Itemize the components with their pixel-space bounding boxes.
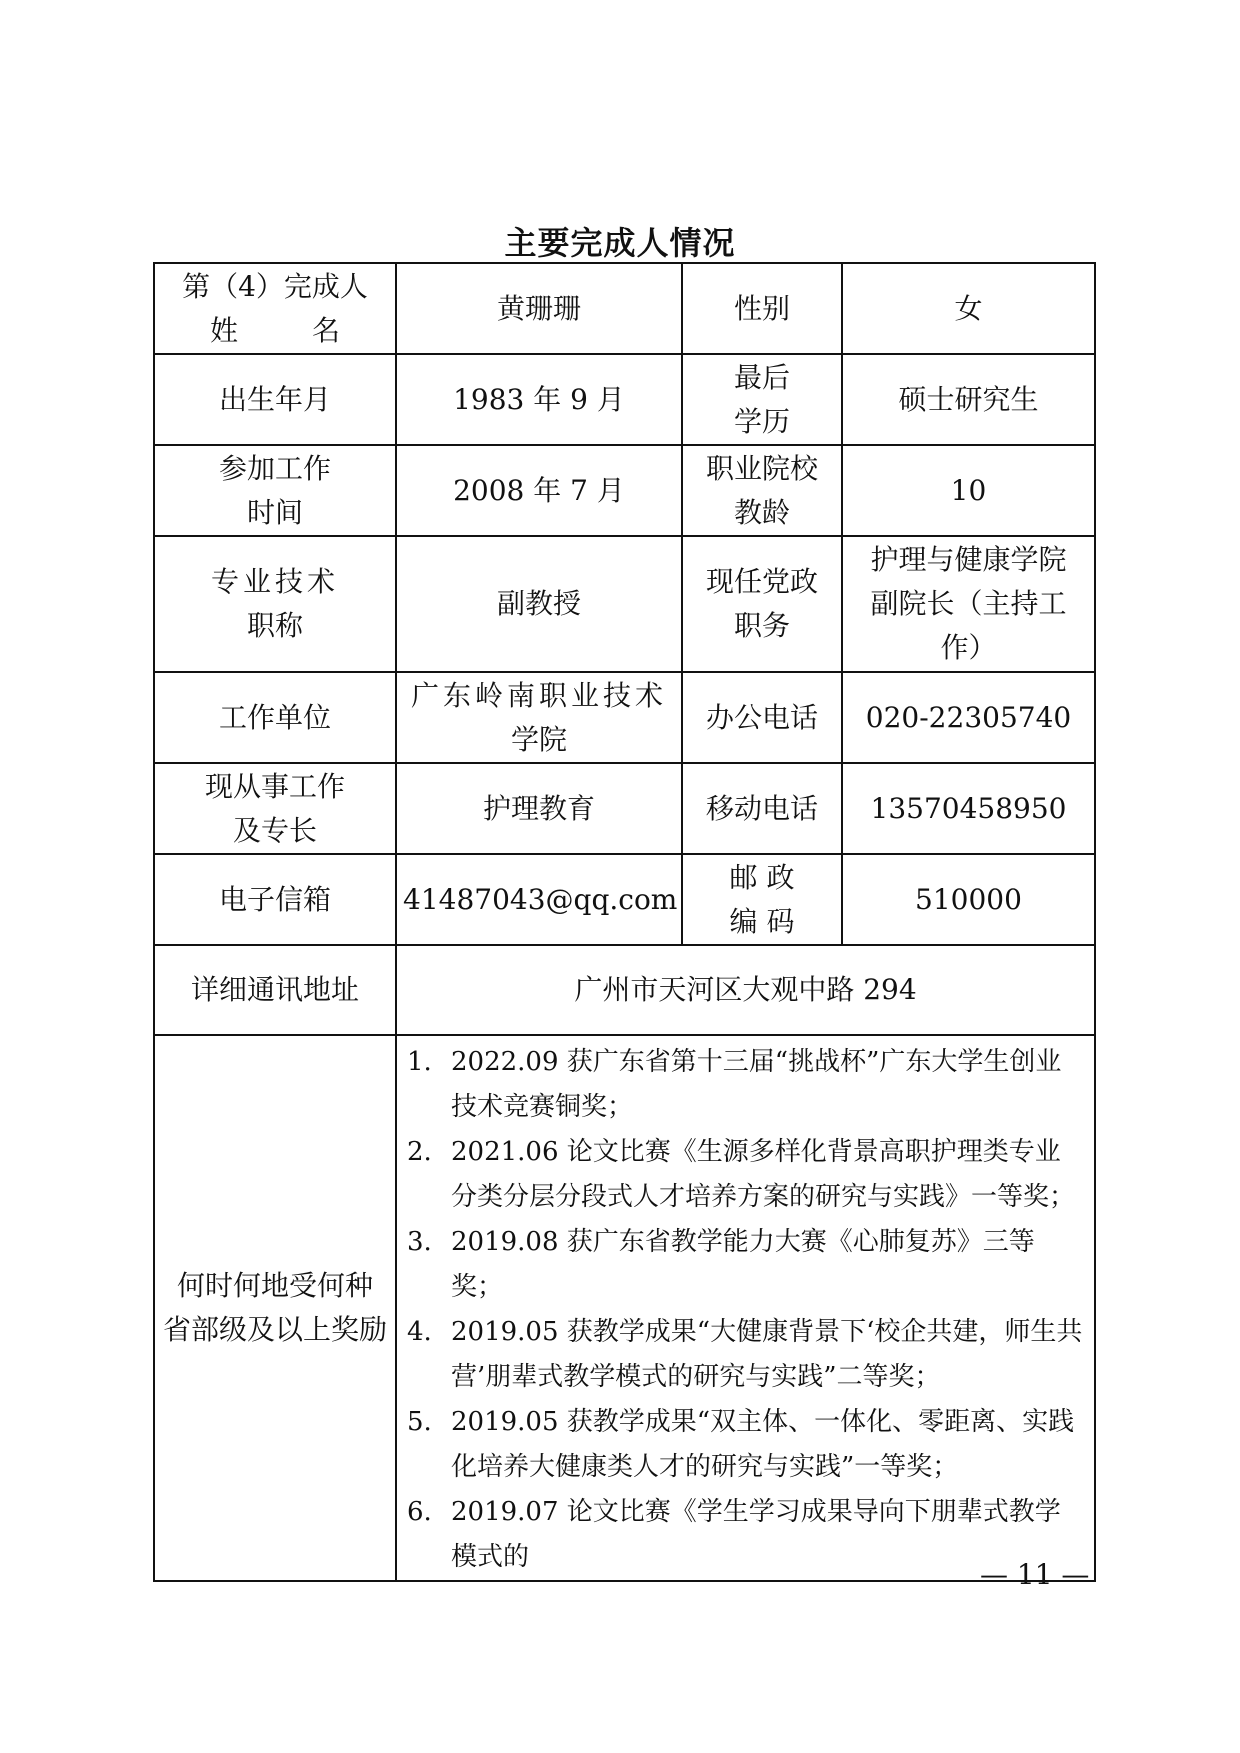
education-label-line2: 学历 bbox=[733, 404, 790, 438]
name-value: 黄珊珊 bbox=[396, 263, 682, 354]
current-post-value-cell bbox=[842, 536, 1095, 672]
list-item-number: 1. bbox=[407, 1047, 432, 1077]
awards-label-cell bbox=[154, 1035, 396, 1581]
email-label: 电子信箱 bbox=[154, 854, 396, 945]
education-label-line1: 最后 bbox=[733, 360, 790, 394]
job-label-line1: 现从事工作 bbox=[204, 769, 345, 803]
job-label-cell bbox=[154, 763, 396, 854]
table-row bbox=[154, 536, 1095, 672]
mobile-value: 13570458950 bbox=[842, 763, 1095, 854]
list-item bbox=[407, 1400, 1084, 1490]
birth-label: 出生年月 bbox=[154, 354, 396, 445]
professional-title-label-line1: 专业技术 bbox=[210, 565, 339, 598]
work-unit-label: 工作单位 bbox=[154, 672, 396, 763]
current-post-label-cell bbox=[682, 536, 842, 672]
office-phone-label: 办公电话 bbox=[682, 672, 842, 763]
list-item-text: 2019.08 获广东省教学能力大赛《心肺复苏》三等奖； bbox=[451, 1227, 1035, 1302]
name-label-char: 姓 bbox=[210, 313, 239, 347]
table-row bbox=[154, 672, 1095, 763]
list-item-number: 2. bbox=[407, 1137, 432, 1167]
gender-label: 性别 bbox=[682, 263, 842, 354]
postcode-label-cell bbox=[682, 854, 842, 945]
job-label-line2: 及专长 bbox=[232, 813, 317, 847]
work-unit-value-cell bbox=[396, 672, 682, 763]
work-start-label-cell bbox=[154, 445, 396, 536]
professional-title-label-cell bbox=[154, 536, 396, 672]
table-row bbox=[154, 445, 1095, 536]
work-start-value: 2008 年 7 月 bbox=[396, 445, 682, 536]
work-start-label-line1: 参加工作 bbox=[218, 451, 331, 485]
teaching-years-label-line2: 教龄 bbox=[733, 495, 790, 529]
professional-title-value: 副教授 bbox=[396, 536, 682, 672]
table-row bbox=[154, 854, 1095, 945]
list-item-text: 2019.05 获教学成果“大健康背景下‘校企共建，师生共营’朋辈式教学模式的研究与实践”二等奖； bbox=[451, 1317, 1083, 1392]
current-post-line2: 副院长（主持工 bbox=[870, 587, 1067, 620]
table-row bbox=[154, 945, 1095, 1035]
work-start-label-line2: 时间 bbox=[246, 495, 303, 529]
name-label-char: 名 bbox=[311, 313, 340, 347]
postcode-label-line2: 编 码 bbox=[729, 904, 795, 938]
completer-info-table bbox=[153, 262, 1096, 1582]
table-row bbox=[154, 263, 1095, 354]
list-item-number: 3. bbox=[407, 1227, 432, 1257]
professional-title-label-line2: 职称 bbox=[246, 609, 303, 642]
list-item-text: 2019.07 论文比赛《学生学习成果导向下朋辈式教学模式的 bbox=[451, 1497, 1061, 1572]
list-item-number: 4. bbox=[407, 1317, 432, 1347]
awards-list bbox=[407, 1040, 1084, 1580]
table-row bbox=[154, 354, 1095, 445]
page-number: — 11 — bbox=[980, 1558, 1090, 1591]
list-item bbox=[407, 1130, 1084, 1220]
list-item bbox=[407, 1220, 1084, 1310]
awards-list-cell bbox=[396, 1035, 1095, 1581]
awards-label-line2: 省部级及以上奖励 bbox=[162, 1313, 387, 1346]
name-label-line2 bbox=[210, 309, 340, 353]
birth-value: 1983 年 9 月 bbox=[396, 354, 682, 445]
email-value: 41487043@qq.com bbox=[396, 854, 682, 945]
page-title: 主要完成人情况 bbox=[504, 224, 736, 262]
education-value: 硕士研究生 bbox=[842, 354, 1095, 445]
postcode-value: 510000 bbox=[842, 854, 1095, 945]
teaching-years-label-cell bbox=[682, 445, 842, 536]
list-item-number: 5. bbox=[407, 1407, 432, 1437]
current-post-label-line2: 职务 bbox=[733, 609, 790, 642]
address-label: 详细通讯地址 bbox=[154, 945, 396, 1035]
name-label-line1: 第（4）完成人 bbox=[182, 269, 368, 303]
table-row bbox=[154, 1035, 1095, 1581]
work-unit-line1: 广东岭南职业技术 bbox=[410, 678, 667, 712]
list-item-text: 2022.09 获广东省第十三届“挑战杯”广东大学生创业技术竞赛铜奖； bbox=[451, 1047, 1062, 1122]
current-post-line1: 护理与健康学院 bbox=[870, 543, 1067, 576]
list-item bbox=[407, 1040, 1084, 1130]
list-item bbox=[407, 1310, 1084, 1400]
education-label-cell bbox=[682, 354, 842, 445]
office-phone-value: 020-22305740 bbox=[842, 672, 1095, 763]
list-item-text: 2019.05 获教学成果“双主体、一体化、零距离、实践化培养大健康类人才的研究与实践”一等奖； bbox=[451, 1407, 1075, 1482]
awards-label-line1: 何时何地受何种 bbox=[176, 1269, 373, 1302]
current-post-line3: 作） bbox=[940, 631, 997, 664]
address-value: 广州市天河区大观中路 294 bbox=[396, 945, 1095, 1035]
list-item-number: 6. bbox=[407, 1497, 432, 1527]
name-label-cell bbox=[154, 263, 396, 354]
table-row bbox=[154, 763, 1095, 854]
job-value: 护理教育 bbox=[396, 763, 682, 854]
teaching-years-value: 10 bbox=[842, 445, 1095, 536]
mobile-label: 移动电话 bbox=[682, 763, 842, 854]
current-post-label-line1: 现任党政 bbox=[705, 565, 818, 598]
teaching-years-label-line1: 职业院校 bbox=[705, 451, 818, 485]
postcode-label-line1: 邮 政 bbox=[729, 860, 795, 894]
list-item-text: 2021.06 论文比赛《生源多样化背景高职护理类专业分类分层分段式人才培养方案的研究与实践》一等奖； bbox=[451, 1137, 1076, 1212]
gender-value: 女 bbox=[842, 263, 1095, 354]
work-unit-line2: 学院 bbox=[510, 722, 567, 756]
